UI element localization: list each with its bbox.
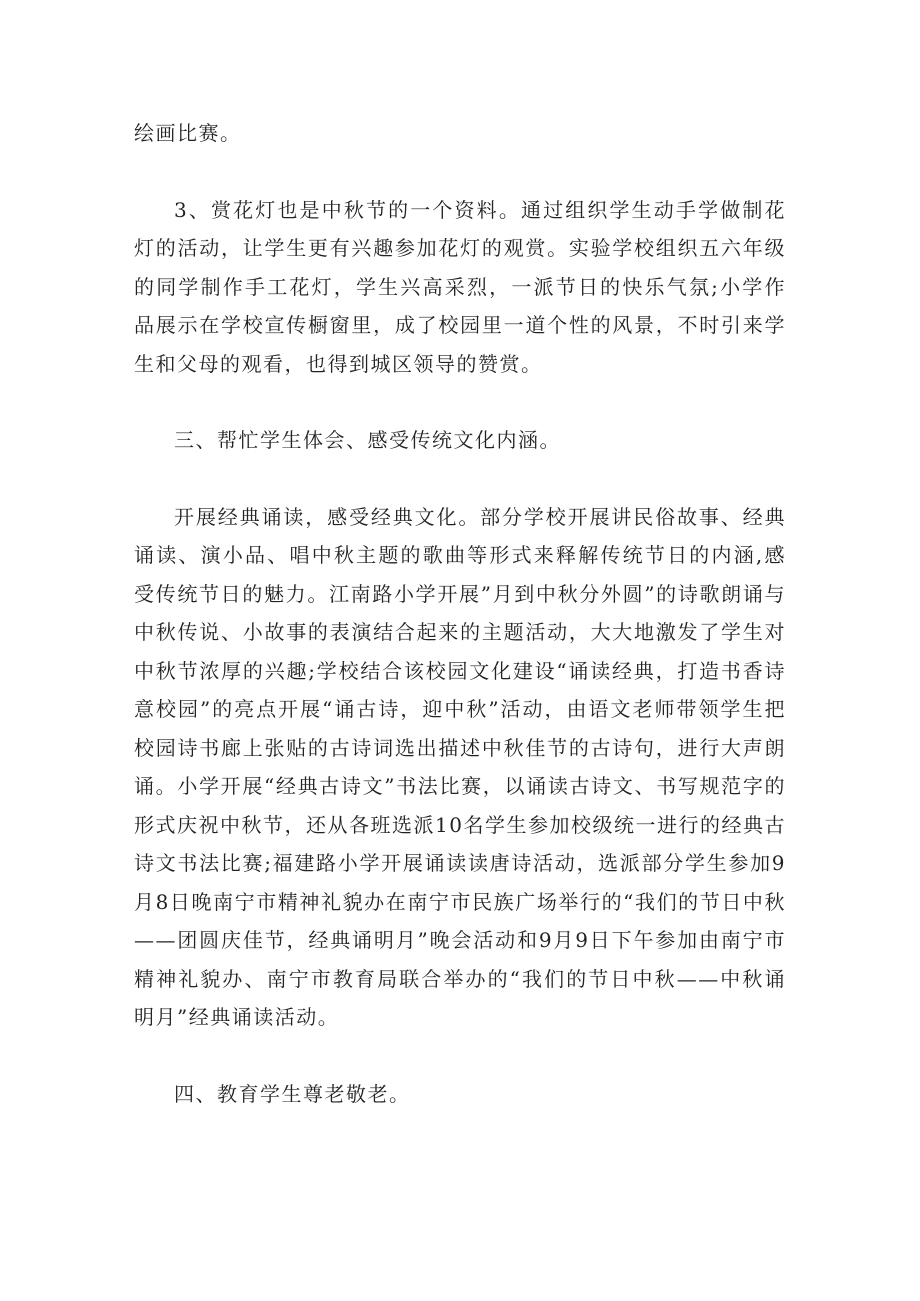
section-heading-four: 四、教育学生尊老敬老。 [174, 1081, 411, 1106]
paragraph-lanterns: 3、赏花灯也是中秋节的一个资料。通过组织学生动手学做制花灯的活动，让学生更有兴趣参加花灯的观赏。实验学校组织五六年级的同学制作手工花灯，学生兴高采烈，一派节日的快乐气氛;小学作品展示在学校宣传橱窗里，成了校园里一道个性的风景，不时引来学生和父母的观看，也得到城区领导的赞赏。 [134, 197, 786, 376]
section-heading-three: 三、帮忙学生体会、感受传统文化内涵。 [174, 428, 561, 452]
document-body [134, 114, 786, 1151]
paragraph-continuation: 绘画比赛。 [134, 121, 242, 145]
paragraph-classic-reading: 开展经典诵读，感受经典文化。部分学校开展讲民俗故事、经典诵读、演小品、唱中秋主题的歌曲等形式来释解传统节日的内涵,感受传统节日的魅力。江南路小学开展”月到中秋分外圆”的诗歌朗诵与中秋传说、小故事的表演结合起来的主题活动，大大地激发了学生对中秋节浓厚的兴趣;学校结合该校园文化建设“诵读经典，打造书香诗意校园”的亮点开展“诵古诗，迎中秋”活动，由语文老师带领学生把校园诗书廊上张贴的古诗词选出描述中秋佳节的古诗句，进行大声朗诵。小学开展“经典古诗文”书法比赛，以诵读古诗文、书写规范字的形式庆祝中秋节，还从各班选派10名学生参加校级统一进行的经典古诗文书法比赛;福建路小学开展诵读读唐诗活动，选派部分学生参加9月8日晚南宁市精神礼貌办在南宁市民族广场举行的“我们的节日中秋——团圆庆佳节，经典诵明月”晚会活动和9月9日下午参加由南宁市精神礼貌办、南宁市教育局联合举办的“我们的节日中秋——中秋诵明月”经典诵读活动。 [134, 504, 786, 1029]
